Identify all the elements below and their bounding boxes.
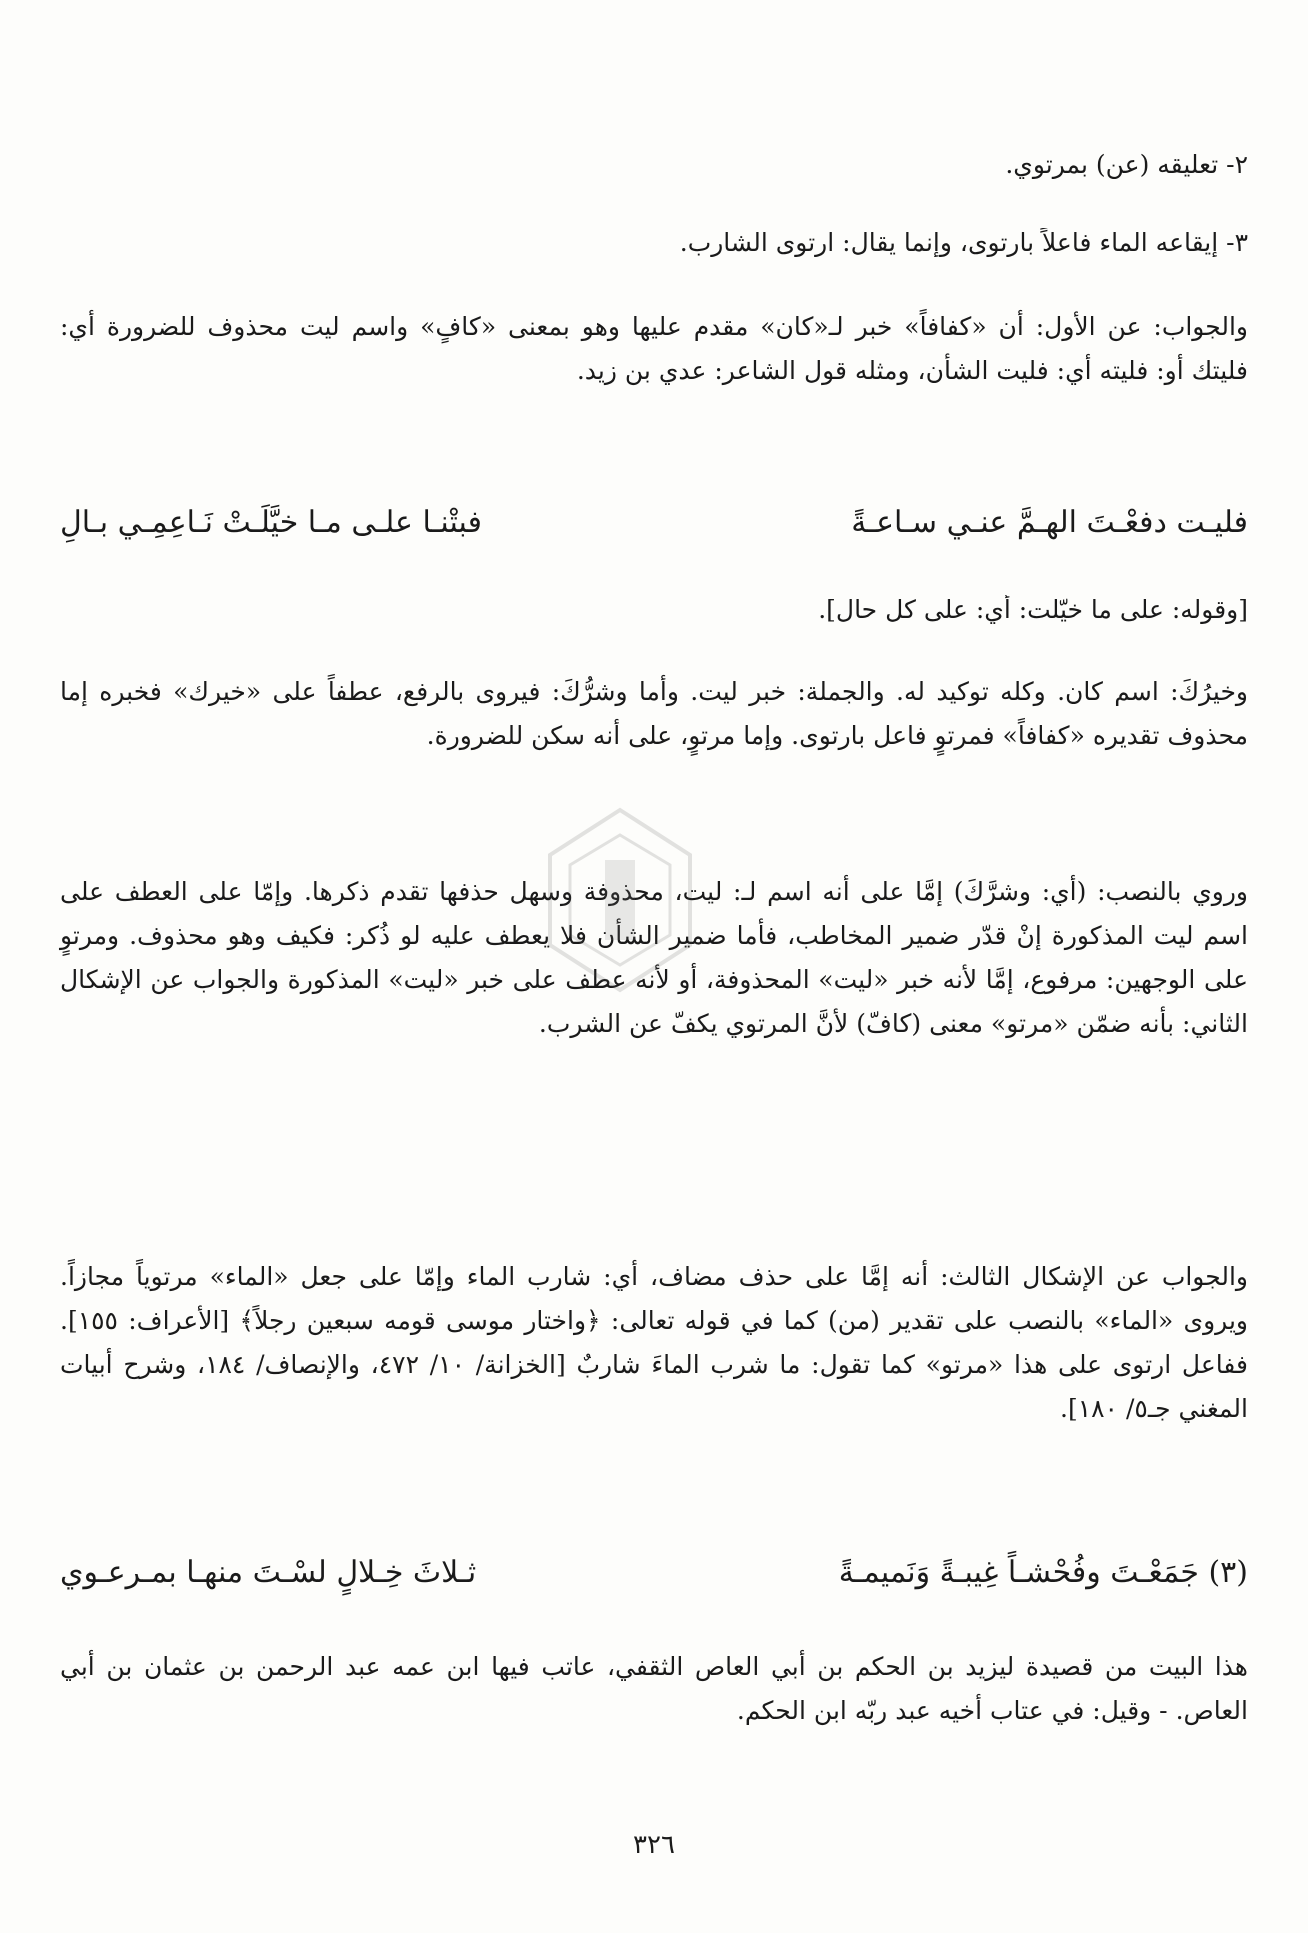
verse-2-first-hemistich: (٣) جَمَعْـتَ وفُحْشـاً غِيبـةً وَنَميمـةً bbox=[838, 1555, 1248, 1590]
verse-2-second-hemistich: ثـلاثَ خِـلالٍ لسْـتَ منهـا بمـرعـوي bbox=[60, 1555, 477, 1590]
verse-1 bbox=[60, 505, 1248, 540]
paragraph-grammar: وخيرُكَ: اسم كان. وكله توكيد له. والجملة: خبر ليت. وأما وشرُّكَ: فيروى بالرفع، عطفاً على «خيرك» فخبره إما محذوف تقديره «كفافاً» فمرتوٍ فاعل بارتوى. وإما مرتوٍ، على أنه سكن للضرورة. bbox=[60, 677, 1248, 750]
list-item-3: ٣- إيقاعه الماء فاعلاً بارتوى، وإنما يقال: ارتوى الشارب. bbox=[679, 228, 1248, 257]
list-item-2: ٢- تعليقه (عن) بمرتوي. bbox=[1005, 150, 1248, 179]
page-number: ٣٢٦ bbox=[633, 1830, 675, 1860]
paragraph-answer-first: والجواب: عن الأول: أن «كفافاً» خبر لـ«كان» مقدم عليها وهو بمعنى «كافٍ» واسم ليت محذوف للضرورة أي: فليتك أو: فليته أي: فليت الشأن، ومثله قول الشاعر: عدي بن زيد. bbox=[60, 312, 1248, 385]
paragraph-verse-source: هذا البيت من قصيدة ليزيد بن الحكم بن أبي العاص الثقفي، عاتب فيها ابن عمه عبد الرحمن بن عثمان بن أبي العاص. - وقيل: في عتاب أخيه عبد ربّه ابن الحكم. bbox=[60, 1652, 1248, 1725]
verse-1-first-hemistich: فليـت دفعْـتَ الهـمَّ عنـي سـاعـةً bbox=[851, 505, 1248, 540]
verse-1-second-hemistich: فبتْنـا علـى مـا خيَّلَـتْ نَـاعِمِـي بـالِ bbox=[60, 505, 482, 540]
watermark-emblem-icon bbox=[520, 800, 720, 1000]
paragraph-nasb: وروي بالنصب: (أي: وشرَّكَ) إمَّا على أنه اسم لـ: ليت، محذوفة وسهل حذفها تقدم ذكرها. وإمّا على العطف على اسم ليت المذكورة إنْ قدّر ضمير المخاطب، فأما ضمير الشأن فلا يعطف عليه لو ذُكر: فكيف وهو محذوف. ومرتوٍ على الوجهين: مرفوع، إمَّا لأنه خبر «ليت» المحذوفة، أو لأنه عطف على خبر «ليت» المذكورة والجواب عن الإشكال الثاني: بأنه ضمّن «مرتو» معنى (كافّ) لأنَّ المرتوي يكفّ عن الشرب. bbox=[60, 877, 1248, 1038]
verse-1-note: [وقوله: على ما خيّلت: أي: على كل حال]. bbox=[818, 595, 1248, 624]
paragraph-answer-third: والجواب عن الإشكال الثالث: أنه إمَّا على حذف مضاف، أي: شارب الماء وإمّا على جعل «الماء» مرتوياً مجازاً. ويروى «الماء» بالنصب على تقدير (من) كما في قوله تعالى: ﴿واختار موسى قومه سبعين رجلاً﴾ [الأعراف: ١٥٥]. ففاعل ارتوى على هذا «مرتو» كما تقول: ما شرب الماءَ شاربٌ [الخزانة/ ١٠/ ٤٧٢، والإنصاف/ ١٨٤، وشرح أبيات المغني جـ٥/ ١٨٠]. bbox=[60, 1262, 1248, 1423]
verse-2 bbox=[60, 1555, 1248, 1590]
